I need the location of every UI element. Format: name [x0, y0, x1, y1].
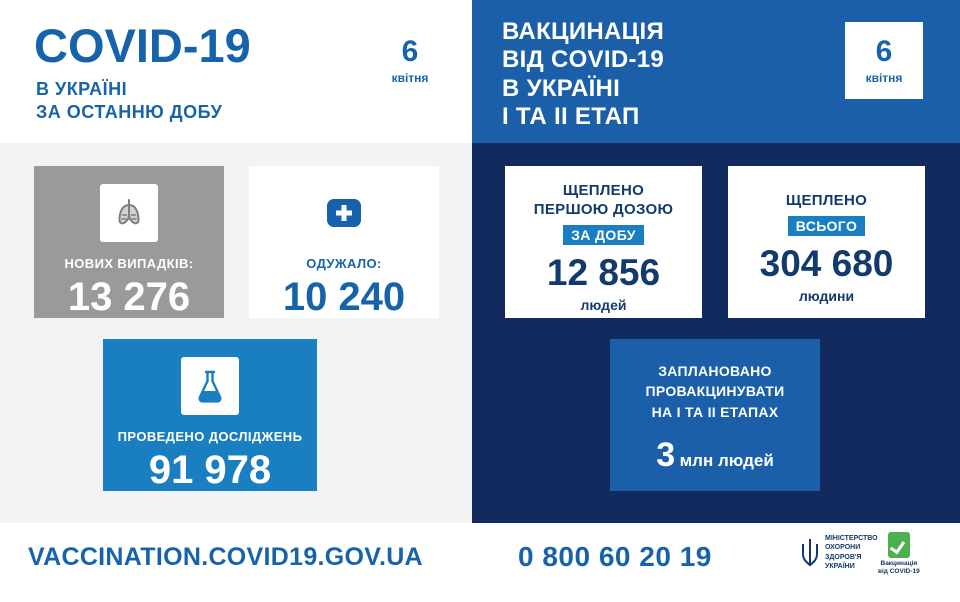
total-vaccinated-unit: людини [798, 287, 855, 304]
first-dose-label-line2: ПЕРШОЮ ДОЗОЮ [533, 200, 674, 218]
flask-icon [181, 357, 239, 415]
planned-label-line1: ЗАПЛАНОВАНО [658, 363, 772, 379]
left-date-day: 6 [401, 34, 419, 68]
planned-label-line2: ПРОВАКЦИНУВАТИ [645, 383, 785, 400]
trident-emblem-icon [800, 538, 820, 568]
total-vaccinated-label: ЩЕПЛЕНО [785, 192, 868, 209]
tests-card [103, 339, 317, 491]
total-vaccinated-value: 304 680 [759, 242, 894, 284]
first-dose-label-line1: ЩЕПЛЕНО [562, 182, 645, 199]
moz-logo [800, 534, 878, 572]
covid-subtitle [36, 78, 222, 125]
vax-line-1: Вакцинація [880, 560, 918, 567]
total-vaccinated-card [728, 166, 925, 318]
recovered-value: 10 240 [282, 275, 406, 319]
first-dose-value: 12 856 [546, 251, 661, 293]
right-date-day: 6 [875, 34, 893, 68]
vaccination-title-line4: I ТА II ЕТАП [502, 102, 640, 130]
green-check-icon [888, 532, 910, 558]
planned-label-line3: НА I ТА II ЕТАПАХ [651, 403, 779, 420]
tests-label: ПРОВЕДЕНО ДОСЛІДЖЕНЬ [117, 429, 303, 444]
new-cases-value: 13 276 [67, 275, 191, 319]
footer-phone[interactable]: 0 800 60 20 19 [518, 541, 712, 572]
first-dose-badge: ЗА ДОБУ [563, 225, 644, 245]
planned-label [646, 361, 785, 422]
first-dose-unit: людей [580, 296, 627, 313]
right-date-box [845, 22, 923, 99]
medical-cross-shield-icon [315, 184, 373, 242]
footer-url[interactable]: VACCINATION.COVID19.GOV.UA [28, 543, 423, 571]
first-dose-card [505, 166, 702, 318]
moz-line-1: МІНІСТЕРСТВО [825, 535, 878, 542]
vaccination-logo [878, 532, 920, 577]
covid-subtitle-line2: ЗА ОСТАННЮ ДОБУ [36, 102, 223, 123]
planned-unit: млн людей [679, 450, 774, 470]
moz-line-3: ЗДОРОВ'Я [825, 553, 862, 561]
recovered-card [249, 166, 439, 318]
recovered-label: ОДУЖАЛО: [306, 256, 382, 271]
left-date-box [371, 22, 449, 99]
total-vaccinated-badge: ВСЬОГО [788, 216, 866, 236]
vaccination-logo-text [878, 560, 920, 577]
vax-line-2: від COVID-19 [878, 568, 920, 576]
moz-logo-text [825, 534, 878, 572]
lungs-icon [100, 184, 158, 242]
vaccination-title [502, 18, 664, 131]
moz-line-4: УКРАЇНИ [825, 563, 855, 571]
vaccination-title-line3: В УКРАЇНІ [502, 74, 621, 102]
vaccination-title-line1: ВАКЦИНАЦІЯ [502, 18, 665, 45]
planned-card [610, 339, 820, 491]
vaccination-title-line2: ВІД COVID-19 [502, 46, 665, 74]
right-date-month: квітня [865, 70, 903, 85]
left-date-month: квітня [391, 70, 429, 85]
new-cases-card [34, 166, 224, 318]
covid-title: COVID-19 [34, 19, 251, 72]
planned-value-row [656, 436, 774, 475]
first-dose-label [534, 182, 673, 220]
planned-value: 3 [656, 435, 676, 474]
covid-subtitle-line1: В УКРАЇНІ [36, 79, 128, 99]
moz-line-2: ОХОРОНИ [825, 544, 861, 552]
new-cases-label: НОВИХ ВИПАДКІВ: [64, 256, 194, 271]
tests-value: 91 978 [148, 448, 272, 492]
